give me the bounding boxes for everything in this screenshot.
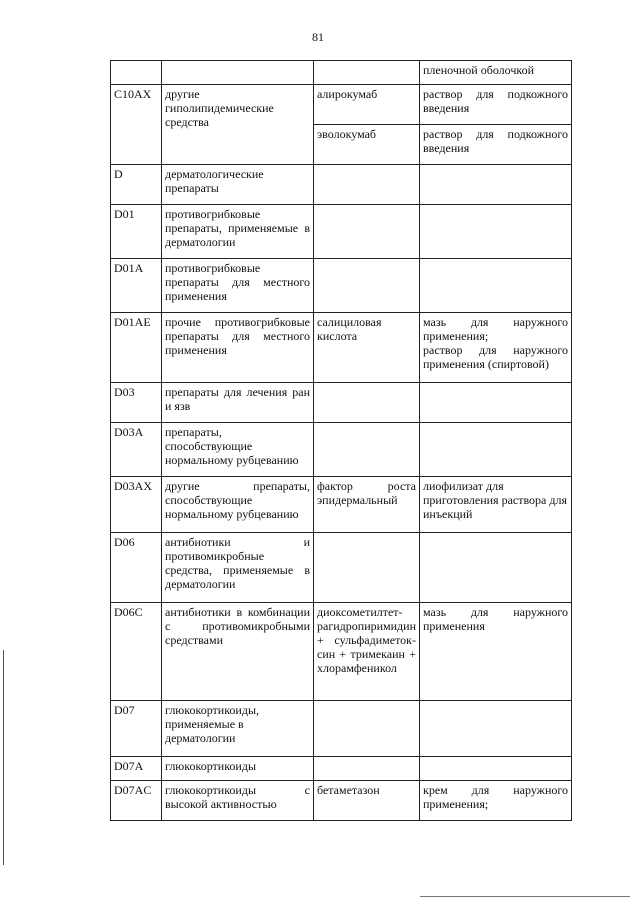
scan-margin-line	[3, 650, 4, 865]
drug-table	[110, 60, 572, 821]
table-row	[111, 313, 572, 383]
table-row	[111, 701, 572, 757]
table-row	[111, 781, 572, 821]
drug-cell	[314, 205, 420, 259]
group-cell: противогрибковые препараты, применяемые в дерматологии	[162, 205, 314, 259]
table-row	[111, 477, 572, 533]
code-cell: D07AC	[111, 781, 162, 821]
form-cell: лиофилизат для приготовления раствора для инъекций	[420, 477, 572, 533]
drug-cell: диоксометилтет-рагидропиримидин + сульфадиметок-син + тримекаин + хлорамфеникол	[314, 603, 420, 701]
drug-cell	[314, 701, 420, 757]
group-cell: антибиотики в комбинации с противомикробными средствами	[162, 603, 314, 701]
group-cell: препараты для лечения ран и язв	[162, 383, 314, 423]
drug-cell	[314, 165, 420, 205]
group-cell: другие гиполипидемические средства	[162, 85, 314, 165]
group-cell: глюкокортикоиды	[162, 757, 314, 781]
form-cell	[420, 205, 572, 259]
table-row	[111, 383, 572, 423]
form-cell	[420, 423, 572, 477]
code-cell: D03AX	[111, 477, 162, 533]
drug-cell: бетаметазон	[314, 781, 420, 821]
drug-cell: фактор роста эпидермальный	[314, 477, 420, 533]
table-row	[111, 757, 572, 781]
code-cell: D03	[111, 383, 162, 423]
table-row	[111, 205, 572, 259]
group-cell: дерматологические препараты	[162, 165, 314, 205]
form-cell	[420, 533, 572, 603]
form-line: мазь для наружного применения;	[423, 315, 568, 343]
table-row	[111, 423, 572, 477]
page-number: 81	[312, 30, 324, 44]
drug-cell	[314, 383, 420, 423]
form-cell	[420, 165, 572, 205]
code-cell: D06	[111, 533, 162, 603]
group-cell: антибиотики и противомикробные средства, применяемые в дерматологии	[162, 533, 314, 603]
code-cell: D06C	[111, 603, 162, 701]
form-cell	[420, 259, 572, 313]
table-row	[111, 61, 572, 85]
form-cell: мазь для наружного применения	[420, 603, 572, 701]
code-cell: D07	[111, 701, 162, 757]
form-cell	[420, 313, 572, 383]
form-cell	[420, 701, 572, 757]
drug-cell: алирокумаб	[314, 85, 420, 125]
table-row	[111, 85, 572, 125]
drug-cell	[314, 61, 420, 85]
group-cell: глюкокортикоиды, применяемые в дерматологии	[162, 701, 314, 757]
group-cell: глюкокортикоиды с высокой активностью	[162, 781, 314, 821]
group-cell: препараты, способствующие нормальному рубцеванию	[162, 423, 314, 477]
table-row	[111, 533, 572, 603]
group-cell: прочие противогрибковые препараты для местного применения	[162, 313, 314, 383]
code-cell: D03A	[111, 423, 162, 477]
code-cell: D	[111, 165, 162, 205]
drug-cell	[314, 757, 420, 781]
form-cell	[420, 757, 572, 781]
drug-cell	[314, 259, 420, 313]
code-cell: D01A	[111, 259, 162, 313]
code-cell: D01	[111, 205, 162, 259]
form-cell: пленочной оболочкой	[420, 61, 572, 85]
code-cell: C10AX	[111, 85, 162, 165]
form-cell	[420, 383, 572, 423]
drug-cell: эволокумаб	[314, 125, 420, 165]
form-cell: раствор для подкожного введения	[420, 125, 572, 165]
scan-bottom-line	[420, 896, 630, 897]
table-row	[111, 259, 572, 313]
table-row	[111, 165, 572, 205]
group-cell	[162, 61, 314, 85]
group-cell: другие препараты, способствующие нормальному рубцеванию	[162, 477, 314, 533]
drug-cell	[314, 423, 420, 477]
form-cell: раствор для подкожного введения	[420, 85, 572, 125]
form-line: раствор для наружного применения (спиртовой)	[423, 343, 568, 371]
table-row	[111, 603, 572, 701]
group-cell: противогрибковые препараты для местного применения	[162, 259, 314, 313]
code-cell: D07A	[111, 757, 162, 781]
drug-cell	[314, 533, 420, 603]
code-cell: D01AE	[111, 313, 162, 383]
code-cell	[111, 61, 162, 85]
drug-cell: салициловая кислота	[314, 313, 420, 383]
form-cell: крем для наружного применения;	[420, 781, 572, 821]
